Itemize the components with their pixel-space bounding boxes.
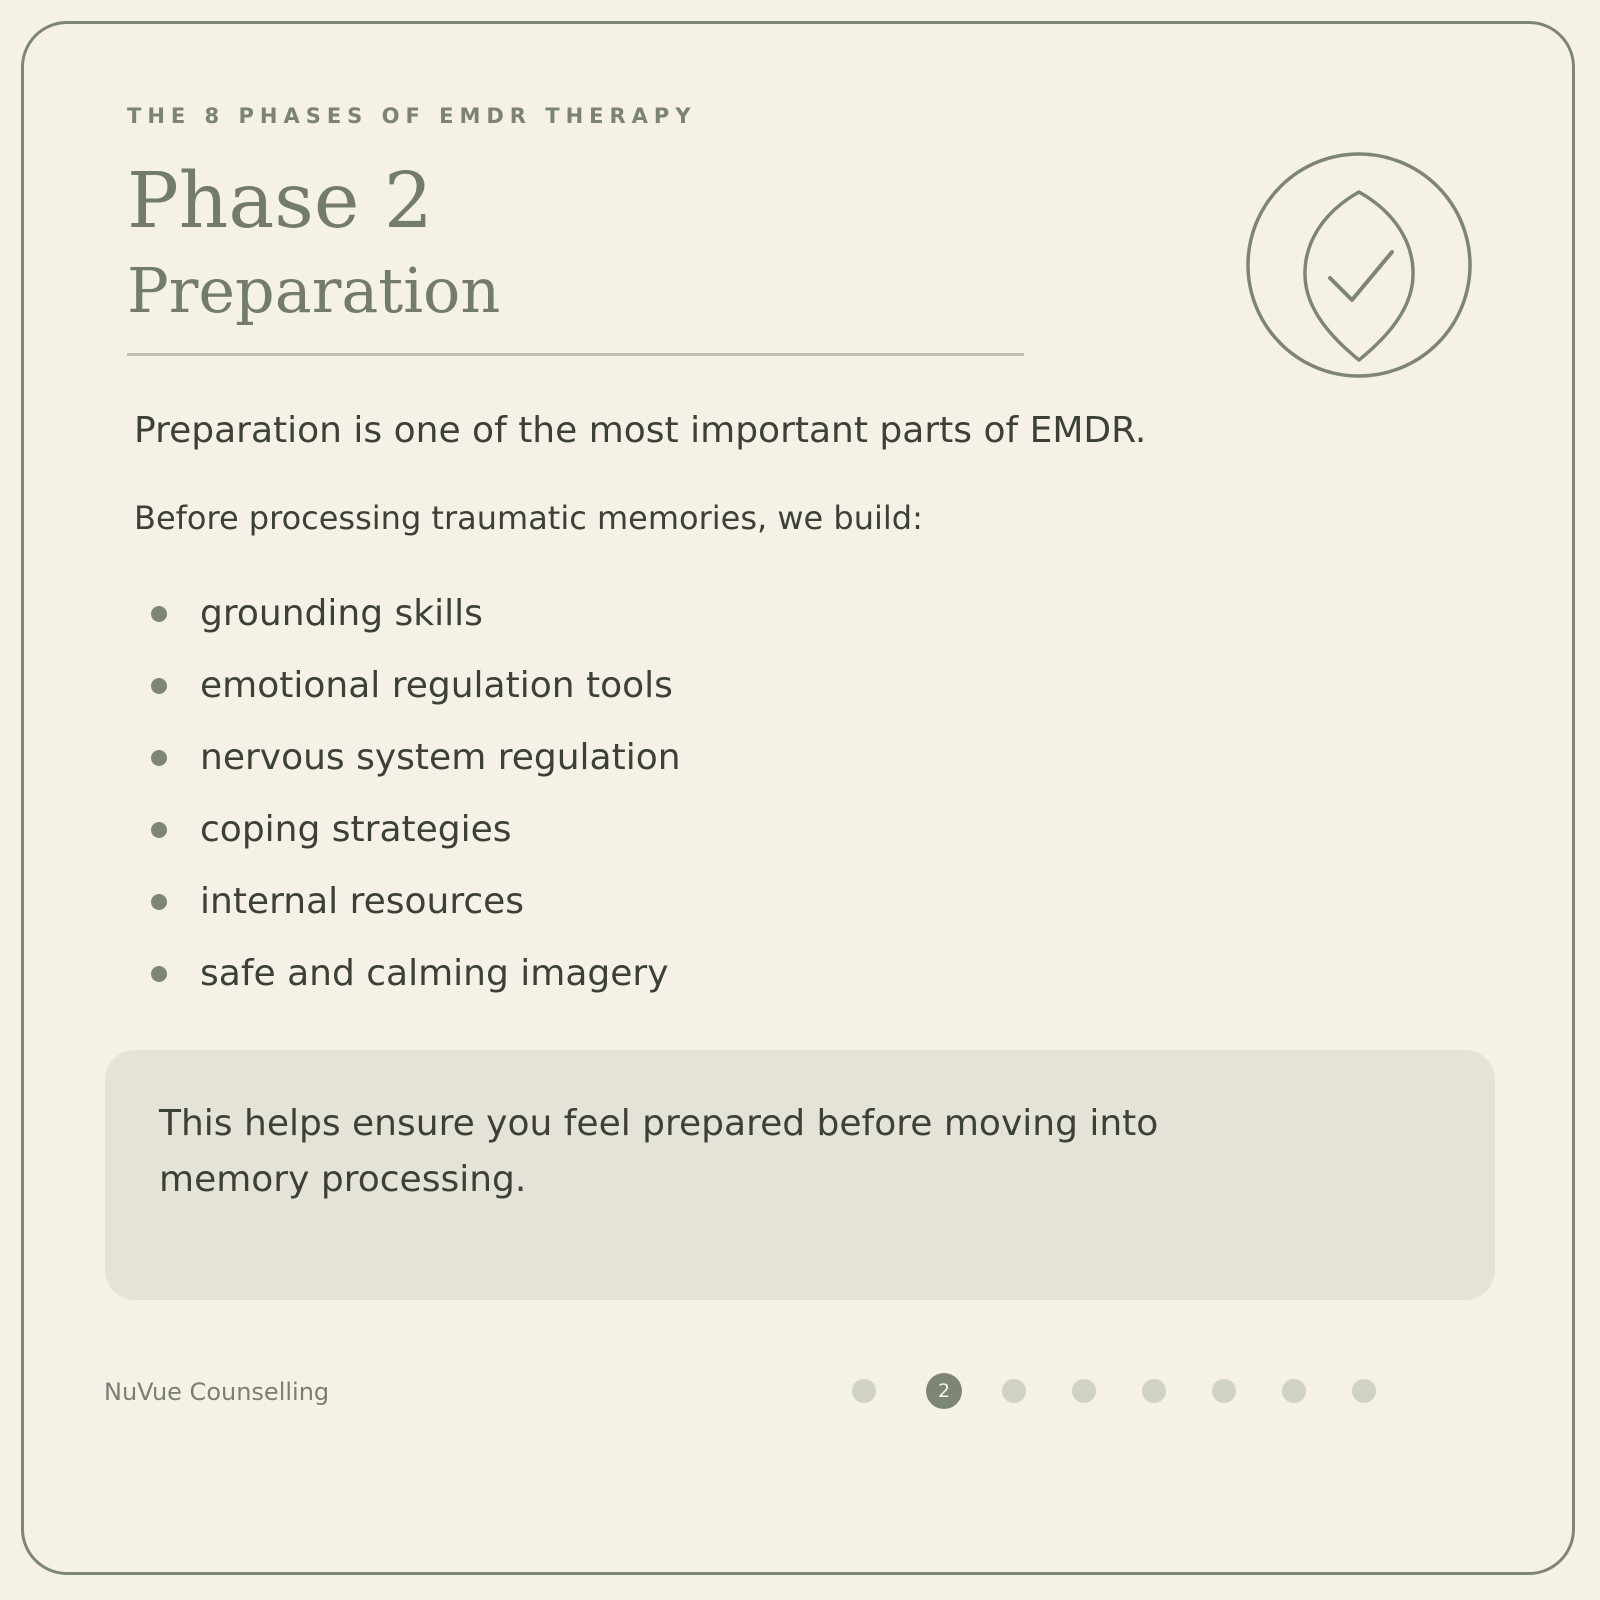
pagination-dot-current[interactable]: [926, 1373, 962, 1409]
list-item-label: emotional regulation tools: [200, 665, 673, 706]
pagination-dot[interactable]: [852, 1379, 876, 1403]
note-text: This helps ensure you feel prepared before moving into memory processing.: [159, 1103, 1159, 1200]
pagination-dot[interactable]: [1282, 1379, 1306, 1403]
pagination-current-label: 2: [937, 1380, 951, 1402]
bullet-icon: [151, 678, 167, 694]
list-item: [134, 806, 681, 878]
list-item: [134, 950, 681, 1022]
list-item-label: coping strategies: [200, 809, 512, 850]
list-item-label: internal resources: [200, 881, 525, 922]
bullet-icon: [151, 750, 167, 766]
brand-name: NuVue Counselling: [104, 1378, 330, 1406]
pagination-dot[interactable]: [1072, 1379, 1096, 1403]
list-item-label: grounding skills: [200, 593, 483, 634]
list-item: [134, 590, 681, 662]
list-item: [134, 734, 681, 806]
bullet-icon: [151, 606, 167, 622]
phase-subtitle: Preparation: [127, 254, 501, 327]
pagination-dot[interactable]: [1002, 1379, 1026, 1403]
pagination-dot[interactable]: [1212, 1379, 1236, 1403]
pagination-dot[interactable]: [1352, 1379, 1376, 1403]
series-eyebrow: THE 8 PHASES OF EMDR THERAPY: [127, 104, 697, 128]
skills-list: [134, 590, 681, 1022]
lead-text: Before processing traumatic memories, we build:: [134, 499, 923, 537]
phase-title: Phase 2: [127, 157, 433, 246]
pagination-dot[interactable]: [1142, 1379, 1166, 1403]
title-divider: [127, 353, 1024, 356]
bullet-icon: [151, 822, 167, 838]
list-item: [134, 662, 681, 734]
list-item: [134, 878, 681, 950]
note-panel: [105, 1050, 1495, 1300]
leaf-check-icon: [1244, 150, 1474, 380]
phase-card: [21, 21, 1575, 1575]
list-item-label: nervous system regulation: [200, 737, 681, 778]
bullet-icon: [151, 966, 167, 982]
intro-text: Preparation is one of the most important parts of EMDR.: [134, 410, 1147, 451]
bullet-icon: [151, 894, 167, 910]
list-item-label: safe and calming imagery: [200, 953, 669, 994]
